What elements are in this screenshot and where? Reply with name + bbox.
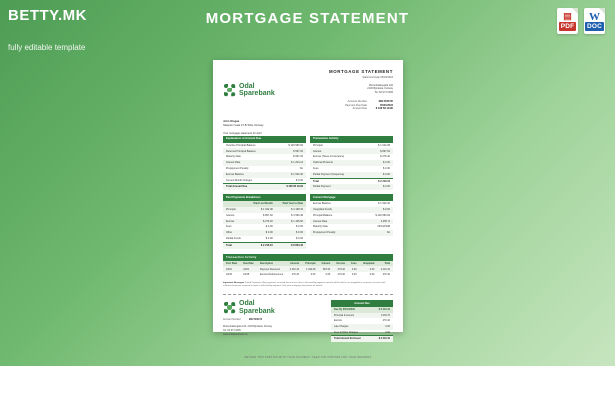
table-row: Principal & Interest 1 939.70 <box>331 313 393 319</box>
stub-amount-table <box>331 307 393 342</box>
customer-address-line: Skarplon Gata 27-B Tolla, Norway <box>223 124 264 128</box>
stub-account-label: Account Number <box>223 317 241 321</box>
transaction-activity-panel <box>310 136 393 190</box>
stub-account-value: 989 5038 05 <box>248 317 263 321</box>
transactions-header: Transaction Activity <box>223 254 393 261</box>
amount-due-header: Explanation of Amount Due <box>223 136 306 143</box>
breakdown-section <box>223 194 393 248</box>
document-header <box>223 69 393 111</box>
table-row: Current Month Charges $ 0.00 <box>226 178 303 182</box>
table-row-total: Total $ 2 216.10 $ 8 864.40 <box>223 242 306 248</box>
table-row: 04/15 04/15 Escrow Disbursement 276.40 0.00 0.00 276.40 0.00 0.00 276.40 <box>226 273 390 277</box>
table-row: Principal $ 1 042.08 $ 4 168.32 <box>223 207 306 213</box>
amount-due-label: Amount Due <box>352 107 367 111</box>
word-glyph-icon: W <box>589 11 600 23</box>
important-messages-title: Important Messages <box>223 281 245 284</box>
important-messages <box>223 282 393 289</box>
table-row: Principal Balance $ 149 580.84 <box>313 213 390 217</box>
table-row: Fees $ 0.00 <box>313 167 390 171</box>
transactions-table <box>223 261 393 278</box>
table-row: Escrow 276.40 <box>334 319 390 323</box>
tear-off-divider <box>223 294 393 295</box>
statement-date: Statement Date 05/04/2023 <box>362 75 393 79</box>
past-payments-table <box>223 201 306 249</box>
bank-address: Mortenbakkegata 120 2100 Bjorkelia, Norway Tel: 62 971 0005 <box>367 83 393 94</box>
summary-section <box>223 136 393 190</box>
table-row: Interest $ 897.62 $ 3 590.48 <box>226 213 303 217</box>
amount-due-value: $ 138 58 19.90 <box>375 107 393 111</box>
amount-due-table <box>223 143 306 191</box>
stub-address: Mortenbakkegata 120, 2100 Bjorkelia, Norway Tel: 62 971 0005 www.odalsparebank.no <box>223 325 273 336</box>
bank-logo-block <box>223 69 275 111</box>
statement-heading <box>329 69 393 111</box>
table-row-total: Total Amount Enclosed $ 2 216.10 <box>331 336 393 342</box>
statement-title: MORTGAGE STATEMENT <box>328 69 393 74</box>
table-row: Interest Rate $ 1 204.12 <box>223 160 306 166</box>
current-mortgage-panel <box>310 194 393 248</box>
table-row: Prepayment Penalty No <box>310 230 393 236</box>
table-row: Escrow Balance $ 1 620.40 <box>223 172 306 178</box>
table-row: Partial Payment (Suspense) $ 0.00 <box>310 172 393 178</box>
transaction-activity-table <box>310 143 393 191</box>
table-row: Escrow $ 276.40 $ 1 105.60 <box>223 219 306 225</box>
pdf-badge-label: PDF <box>560 23 575 30</box>
table-row-total: Total Amount Due $ 138 58 19.90 <box>223 184 306 190</box>
table-row: Escrow Balance $ 1 620.40 <box>313 202 390 206</box>
due-date-label: Payment Due Date <box>345 103 367 107</box>
customer-name: John Olsgaa <box>223 120 240 123</box>
stub-bank-name: Odal Sparebank <box>239 300 275 315</box>
table-row: Escrow (Taxes & Insurance) $ 276.40 <box>313 155 390 159</box>
mortgage-statement-document <box>213 60 403 359</box>
current-mortgage-header: Current Mortgage <box>310 194 393 201</box>
stub-bank-logo <box>223 300 325 314</box>
payment-stub <box>223 300 393 342</box>
greeting-text: Your mortgage statement for April <box>223 131 262 135</box>
customer-address <box>223 120 393 136</box>
table-row: Prepayment Penalty No <box>226 167 303 171</box>
important-messages-body: Partial Payments: Any payments received that are less than a full monthly payment amount will be held in an unapplied or suspense account until sufficient funds are received to make a full monthly payment. See your mortgage documents for details. <box>223 281 386 288</box>
table-row: 04/01 04/01 Payment Received 2 216.10 1 042.08 897.62 276.40 0.00 0.00 2 216.10 <box>223 266 393 272</box>
account-summary-panel <box>329 100 393 111</box>
word-file-icon[interactable] <box>584 8 605 34</box>
table-row: Optional Products $ 0.00 <box>310 160 393 166</box>
leaf-logo-icon <box>223 84 236 97</box>
account-number-label: Account Number <box>347 99 367 103</box>
doc-badge-label: DOC <box>586 23 603 30</box>
page-title: MORTGAGE STATEMENT <box>205 10 410 27</box>
account-number-value: 989 5038 05 <box>378 99 393 103</box>
current-mortgage-table <box>310 201 393 236</box>
table-row: Unapplied Funds $ 0.00 <box>310 207 393 213</box>
table-row: Fees $ 0.00 $ 0.00 <box>226 225 303 229</box>
past-payments-header: Past Payments Breakdown <box>223 194 306 201</box>
table-row: Partial Payment $ 0.00 <box>310 184 393 190</box>
table-header-row: Due By 05/31/2023 $ 2 216.10 <box>331 307 393 313</box>
past-payments-panel <box>223 194 306 248</box>
table-row: Interest Rate 3.250 % <box>310 219 393 225</box>
brand-subtitle: fully editable template <box>8 42 86 52</box>
transactions-section <box>223 254 393 278</box>
table-header-row: Paid Last Month Paid Year to Date <box>223 201 306 207</box>
leaf-logo-icon <box>223 301 236 314</box>
pdf-file-icon[interactable] <box>557 8 578 34</box>
table-row: Overdue Principal Balance $ 149 580.84 <box>226 143 303 147</box>
stub-amount-block <box>331 300 393 342</box>
table-row: Maturity Date 06/01/2048 <box>313 225 390 229</box>
bank-name: Odal Sparebank <box>239 82 275 97</box>
table-row: Fees & Other Charges 0.00 <box>334 330 390 334</box>
due-date-value: 05/31/2023 <box>380 103 393 107</box>
table-row: Other $ 0.00 $ 0.00 <box>223 230 306 236</box>
table-row-total: Total $ 2 216.10 <box>310 178 393 184</box>
pdf-glyph-icon: ▤ <box>563 11 572 21</box>
brand-name: BETTY.MK <box>8 7 87 24</box>
document-footer-note: RETURN THIS PORTION WITH YOUR PAYMENT / KEEP TOP PORTION FOR YOUR RECORDS <box>244 355 372 359</box>
amount-due-panel <box>223 136 306 190</box>
transaction-activity-header: Transaction Activity <box>310 136 393 143</box>
table-header-row: Post Date Due Date Description Amount Principal Interest Escrow Fees Unapplied Total <box>223 261 393 267</box>
table-row: Late Charges 0.00 <box>331 324 393 330</box>
table-row: Maturity Date $ 697.00 <box>226 155 303 159</box>
file-format-badges <box>557 8 605 34</box>
table-row: Principal $ 1 042.08 <box>313 143 390 147</box>
stub-left-block <box>223 300 325 342</box>
table-row: Deferred Principal Balance $ 597.00 <box>223 148 306 154</box>
stub-amount-header: Amount Due <box>331 300 393 307</box>
table-row: Interest $ 897.62 <box>310 148 393 154</box>
table-row: Partial Funds $ 0.00 $ 0.00 <box>226 237 303 241</box>
stub-account-row <box>223 318 325 321</box>
